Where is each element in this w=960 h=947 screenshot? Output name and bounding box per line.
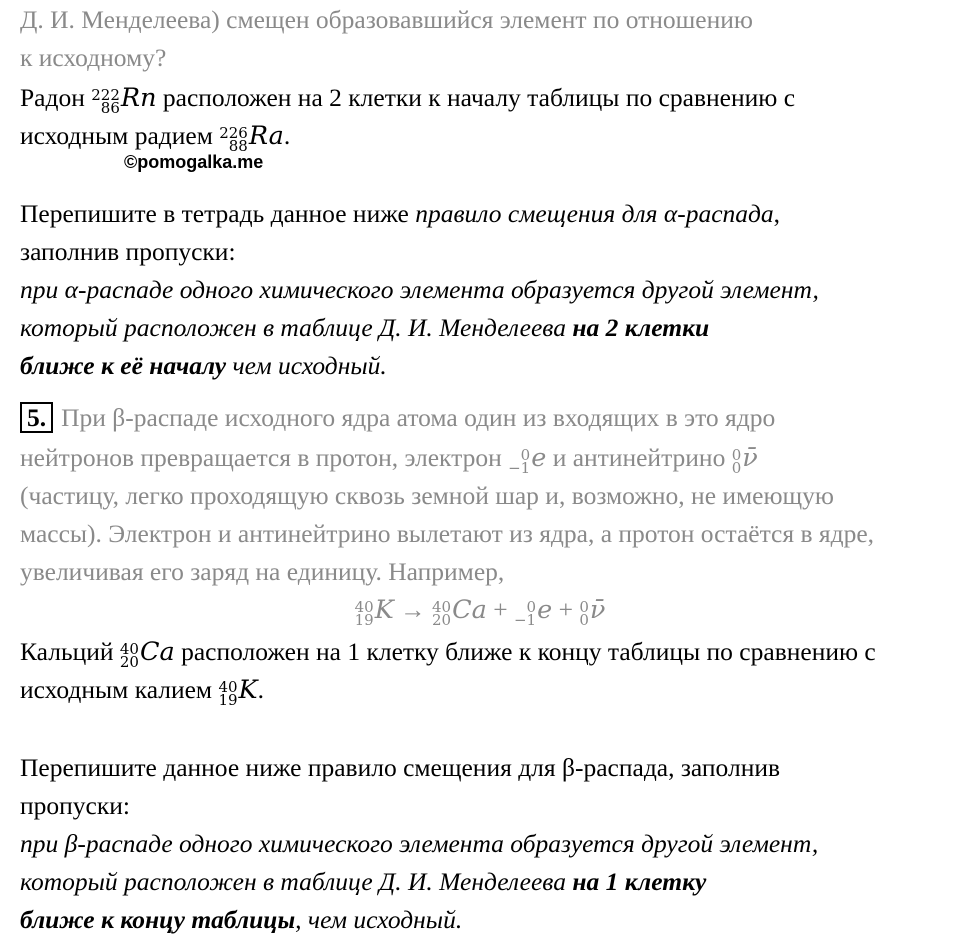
question-5-line3: (частицу, легко проходящую сквозь земной шар и, возможно, не имеющую — [20, 481, 834, 510]
question-5-line4: массы). Электрон и антинейтрино вылетают из ядра, а протон остаётся в ядре, — [20, 519, 875, 548]
rule-beta-answer: ближе к концу таблицы — [20, 905, 296, 934]
calcium-symbol: 40 20 Ca — [119, 637, 175, 671]
task-alpha-line1: Перепишите в тетрадь данное ниже правило смещения для α-распада, — [20, 199, 781, 228]
rule-beta-line1: при β-распаде одного химического элемента образуется другой элемент, — [20, 829, 819, 858]
question-5-line1: 5. При β-распаде исходного ядра атома один из входящих в это ядро — [20, 402, 775, 434]
radium-symbol: 226 88 Ra — [219, 121, 284, 155]
question-number: 5. — [20, 402, 53, 433]
question-text-line: к исходному? — [20, 43, 167, 72]
text: расположен на 2 клетки к началу таблицы по сравнению с — [156, 83, 796, 112]
text: Радон — [20, 83, 92, 112]
rule-alpha-answer: ближе к её началу — [20, 351, 227, 380]
rule-alpha-answer: на 2 клетки — [572, 313, 710, 342]
antineutrino-symbol: 0 0 ν̄ — [731, 443, 758, 477]
rule-alpha-line2: который расположен в таблице Д. И. Менделеева на 2 клетки — [20, 313, 710, 342]
rule-beta-line3: ближе к концу таблицы, чем исходный. — [20, 905, 463, 934]
rule-alpha-line3: ближе к её началу чем исходный. — [20, 351, 387, 380]
radon-symbol: 222 86 Rn — [91, 83, 157, 117]
potassium-symbol: 40 19 K — [218, 675, 258, 709]
task-beta-line1: Перепишите данное ниже правило смещения для β-распада, заполнив — [20, 753, 781, 782]
beta-decay-equation: 40 19 K → 40 20 Ca + 0 −1 e + 0 0 ν̄ — [354, 595, 606, 629]
task-beta-line2: пропуски: — [20, 791, 130, 820]
answer-radon-line2 — [20, 120, 290, 153]
rule-beta-line2: который расположен в таблице Д. И. Менделеева на 1 клетку — [20, 867, 707, 896]
watermark: ©pomogalka.me — [124, 152, 264, 172]
rule-alpha-line1: при α-распаде одного химического элемента образуется другой элемент, — [20, 275, 819, 304]
rule-beta-answer: на 1 клетку — [572, 867, 707, 896]
question-5-line2: нейтронов превращается в протон, электрон 0 −1 e и антинейтрино 0 0 ν̄ — [20, 443, 758, 477]
task-alpha-line2: заполнив пропуски: — [20, 237, 236, 266]
question-text-line: Д. И. Менделеева) смещен образовавшийся элемент по отношению — [20, 5, 753, 34]
answer-calcium-line1: Кальций 40 20 Ca расположен на 1 клетку ближе к концу таблицы по сравнению с — [20, 637, 876, 671]
answer-calcium-line2: исходным калием 40 19 K. — [20, 675, 264, 709]
answer-radon-line1 — [20, 82, 795, 115]
electron-symbol: 0 −1 e — [508, 443, 547, 477]
text: . — [283, 121, 291, 150]
text: исходным радием — [20, 121, 220, 150]
question-5-line5: увеличивая его заряд на единицу. Например, — [20, 557, 505, 586]
